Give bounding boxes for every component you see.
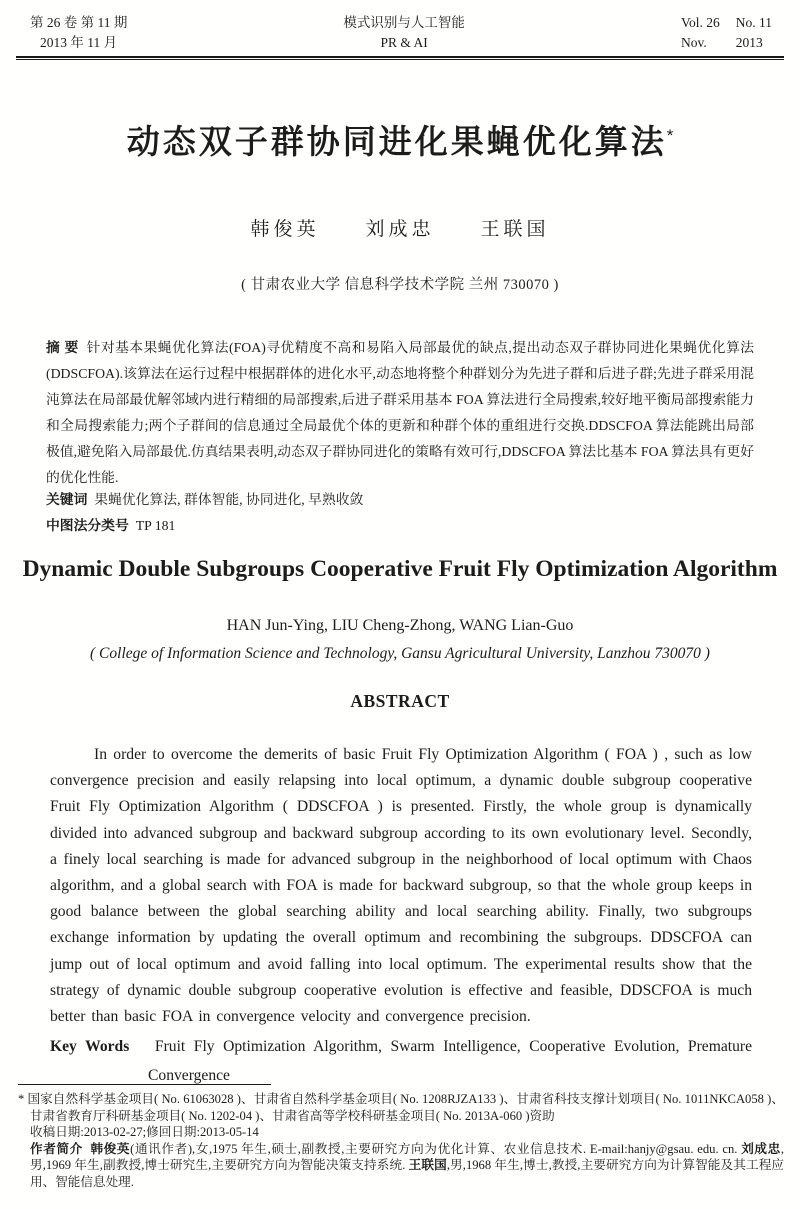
- footnotes: [18, 1091, 784, 1191]
- bio-text-3: ,男,1968 年生,博士,教授,主要研究方向为计算智能及其工程应用、智能信息处理.: [30, 1158, 785, 1189]
- issue-volume-cn: 第 26 卷 第 11 期: [30, 15, 128, 30]
- abstract-heading-en: ABSTRACT: [350, 691, 450, 711]
- issue-info-en: [681, 13, 772, 53]
- journal-name-cn: 模式识别与人工智能: [343, 15, 465, 30]
- authors-en: HAN Jun-Ying, LIU Cheng-Zhong, WANG Lian-Guo: [226, 617, 574, 634]
- paper-title-en: Dynamic Double Subgroups Cooperative Fruit Fly Optimization Algorithm: [22, 556, 778, 582]
- clc-number: [46, 513, 754, 539]
- title-footnote-marker: *: [666, 126, 674, 145]
- affiliation-cn: ( 甘肃农业大学 信息科学技术学院 兰州 730070 ): [241, 277, 559, 293]
- footnote-divider: [18, 1084, 271, 1085]
- paper-title-cn: [0, 116, 800, 163]
- issue-date-cn: 2013 年 11 月: [40, 35, 118, 50]
- running-head: [30, 13, 772, 53]
- keywords-en: [50, 1032, 752, 1090]
- bio-text-2: ,男,1969 年生,副教授,博士研究生,主要研究方向为智能决策支持系统.: [30, 1141, 785, 1173]
- bio-name-2: 刘成忠: [741, 1141, 781, 1156]
- bio-label: 作者简介: [30, 1141, 83, 1156]
- abstract-cn-label: 摘 要: [46, 340, 79, 355]
- keywords-block-cn: [46, 487, 754, 539]
- keywords-cn-label: 关键词: [46, 492, 88, 507]
- journal-name-abbr: PR & AI: [380, 35, 428, 50]
- keywords-en-label: Key Words: [50, 1038, 130, 1055]
- issue-info: [30, 13, 127, 53]
- paper-title-cn-text: 动态双子群协同进化果蝇优化算法: [126, 123, 667, 160]
- author-cn-3: 王联国: [480, 219, 550, 240]
- funding-note: * 国家自然科学基金项目( No. 61063028 )、甘肃省自然科学基金项目( No. 1208RJZA133 )、甘肃省科技支撑计划项目( No. 1011NKCA058 )、甘肃省教育厅科研基金项目( No. 1202-04 )、甘肃省高等学校科研基金项目( No. 2013A-060 )资助: [18, 1092, 784, 1123]
- abstract-cn: [46, 335, 754, 491]
- bio-name-1: 韩俊英: [90, 1141, 131, 1156]
- clc-label: 中图法分类号: [46, 518, 129, 533]
- keywords-en-text: Fruit Fly Optimization Algorithm, Swarm Intelligence, Cooperative Evolution, Premature Convergence: [148, 1038, 752, 1084]
- journal-name: [343, 13, 465, 53]
- header-divider: [16, 56, 784, 60]
- clc-value: TP 181: [135, 518, 176, 533]
- author-cn-2: 刘成忠: [365, 219, 435, 240]
- number-en: No. 11: [735, 15, 772, 30]
- abstract-cn-text: 针对基本果蝇优化算法(FOA)寻优精度不高和易陷入局部最优的缺点,提出动态双子群协同进化果蝇优化算法(DDSCFOA).该算法在运行过程中根据群体的进化水平,动态地将整个种群划分为先进子群和后进子群;先进子群采用混沌算法在局部最优解邻域内进行精细的局部搜索,后进子群采用基本 FOA 算法进行全局搜索,较好地平衡局部搜索能力和全局搜索能力;两个子群间的信息通过全局最优个体的更新和种群个体的重组进行交换.DDSCFOA 算法能跳出局部极值,避免陷入局部最优.仿真结果表明,动态双子群协同进化的策略有效可行,DDSCFOA 算法比基本 FOA 算法具有更好的优化性能.: [46, 340, 754, 485]
- bio-text-1: (通讯作者),女,1975 年生,硕士,副教授,主要研究方向为优化计算、农业信息技术. E-mail:hanjy@gsau. edu. cn.: [130, 1141, 742, 1156]
- keywords-cn: [46, 487, 754, 513]
- authors-cn: [0, 214, 800, 241]
- received-dates: 收稿日期:2013-02-27;修回日期:2013-05-14: [30, 1125, 259, 1140]
- author-cn-1: 韩俊英: [250, 219, 320, 240]
- affiliation-en: ( College of Information Science and Technology, Gansu Agricultural University, Lanzhou 730070 ): [90, 645, 710, 662]
- author-bio: [18, 1141, 784, 1191]
- month-en: Nov.: [680, 35, 707, 50]
- abstract-en: In order to overcome the demerits of basic Fruit Fly Optimization Algorithm ( FOA ) , such as low convergence precision and easily relapsing into local optimum, a dynamic double subgroup cooperative Fruit Fly Optimization Algorithm ( DDSCFOA ) is presented. Firstly, the whole group is dynamically divided into advanced subgroup and backward subgroup according to its own evolutionary level. Secondly, a finely local searching is made for advanced subgroup in the neighborhood of local optimum with Chaos algorithm, and a global search with FOA is made for backward subgroup, so that the whole group keeps in good balance between the global searching ability and local searching ability. Finally, two subgroups exchange information by updating the overall optimum and recombining the subgroups. DDSCFOA can jump out of local optimum and avoid falling into local optimum. The experimental results show that the strategy of dynamic double subgroup cooperative evolution is effective and feasible, DDSCFOA is much better than basic FOA in convergence velocity and convergence precision.: [50, 746, 752, 1026]
- volume-en: Vol. 26: [680, 15, 720, 30]
- bio-name-3: 王联国: [408, 1158, 447, 1173]
- year-en: 2013: [735, 35, 763, 50]
- keywords-cn-text: 果蝇优化算法, 群体智能, 协同进化, 早熟收敛: [94, 492, 364, 507]
